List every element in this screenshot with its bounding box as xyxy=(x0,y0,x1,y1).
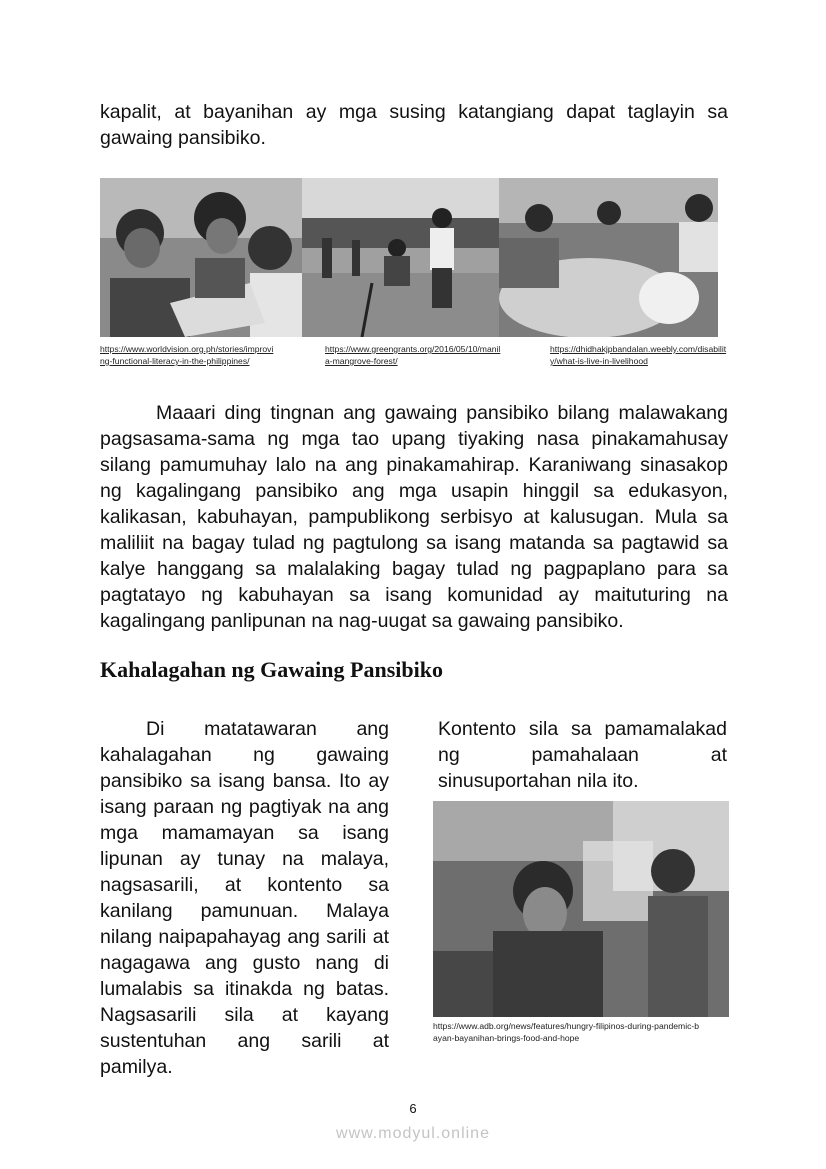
photo-children-reading xyxy=(100,178,302,337)
photo-food-distribution xyxy=(433,801,729,1017)
caption-photo-3[interactable]: https://dhidhakjpbandalan.weebly.com/disability/what-is-live-in-livelihood xyxy=(550,344,727,366)
caption-photo-4: https://www.adb.org/news/features/hungry-filipinos-during-pandemic-bayan-bayanihan-brings-food-and-hope xyxy=(433,1021,700,1043)
right-column-text: Kontento sila sa pamamalakad ng pamahalaan at sinusuportahan nila ito. xyxy=(438,718,727,792)
caption-photo-2[interactable]: https://www.greengrants.org/2016/05/10/manila-mangrove-forest/ xyxy=(325,344,501,366)
main-paragraph: Maaari ding tingnan ang gawaing pansibiko bilang malawakang pagsasama-sama ng mga tao upang tiyaking nasa pinakamahusay silang pamumuhay lalo na ang pinakamahirap. Karaniwang sinasakop ng kagalingang pansibiko ang mga usapin hinggil sa edukasyon, kalikasan, kabuhayan, pampublikong serbisyo at kalusugan. Mula sa maliliit na bagay tulad ng pagtulong sa isang matanda sa pagtawid sa kalye hanggang sa malalaking bagay tulad ng pagpaplano para sa pagtatayo ng kabuhayan sa isang komunidad ay maituturing na kagalingang panlipunan na nag-uugat sa gawaing pansibiko. xyxy=(100,402,728,632)
page-number: 6 xyxy=(409,1101,417,1116)
photo-livelihood-workshop xyxy=(499,178,718,337)
intro-paragraph: kapalit, at bayanihan ay mga susing katangiang dapat taglayin sa gawaing pansibiko. xyxy=(100,101,728,149)
watermark: www.modyul.online xyxy=(336,1125,490,1142)
photo-tree-planting xyxy=(302,178,499,337)
left-column-text: Di matatawaran ang kahalagahan ng gawaing pansibiko sa isang bansa. Ito ay isang paraan ng pagtiyak na ang mga mamamayan sa isang lipunan ay tunay na malaya, nagsasarili, at kontento sa kanilang pamunuan. Malaya nilang naipapahayag ang sarili at nagagawa ang gusto nang di lumalabis sa itinakda ng batas. Nagsasarili sila at kayang sustentuhan ang sarili at pamilya. xyxy=(100,718,389,1078)
caption-photo-1[interactable]: https://www.worldvision.org.ph/stories/improving-functional-literacy-in-the-philippines/ xyxy=(100,344,274,366)
section-heading: Kahalagahan ng Gawaing Pansibiko xyxy=(100,657,443,682)
